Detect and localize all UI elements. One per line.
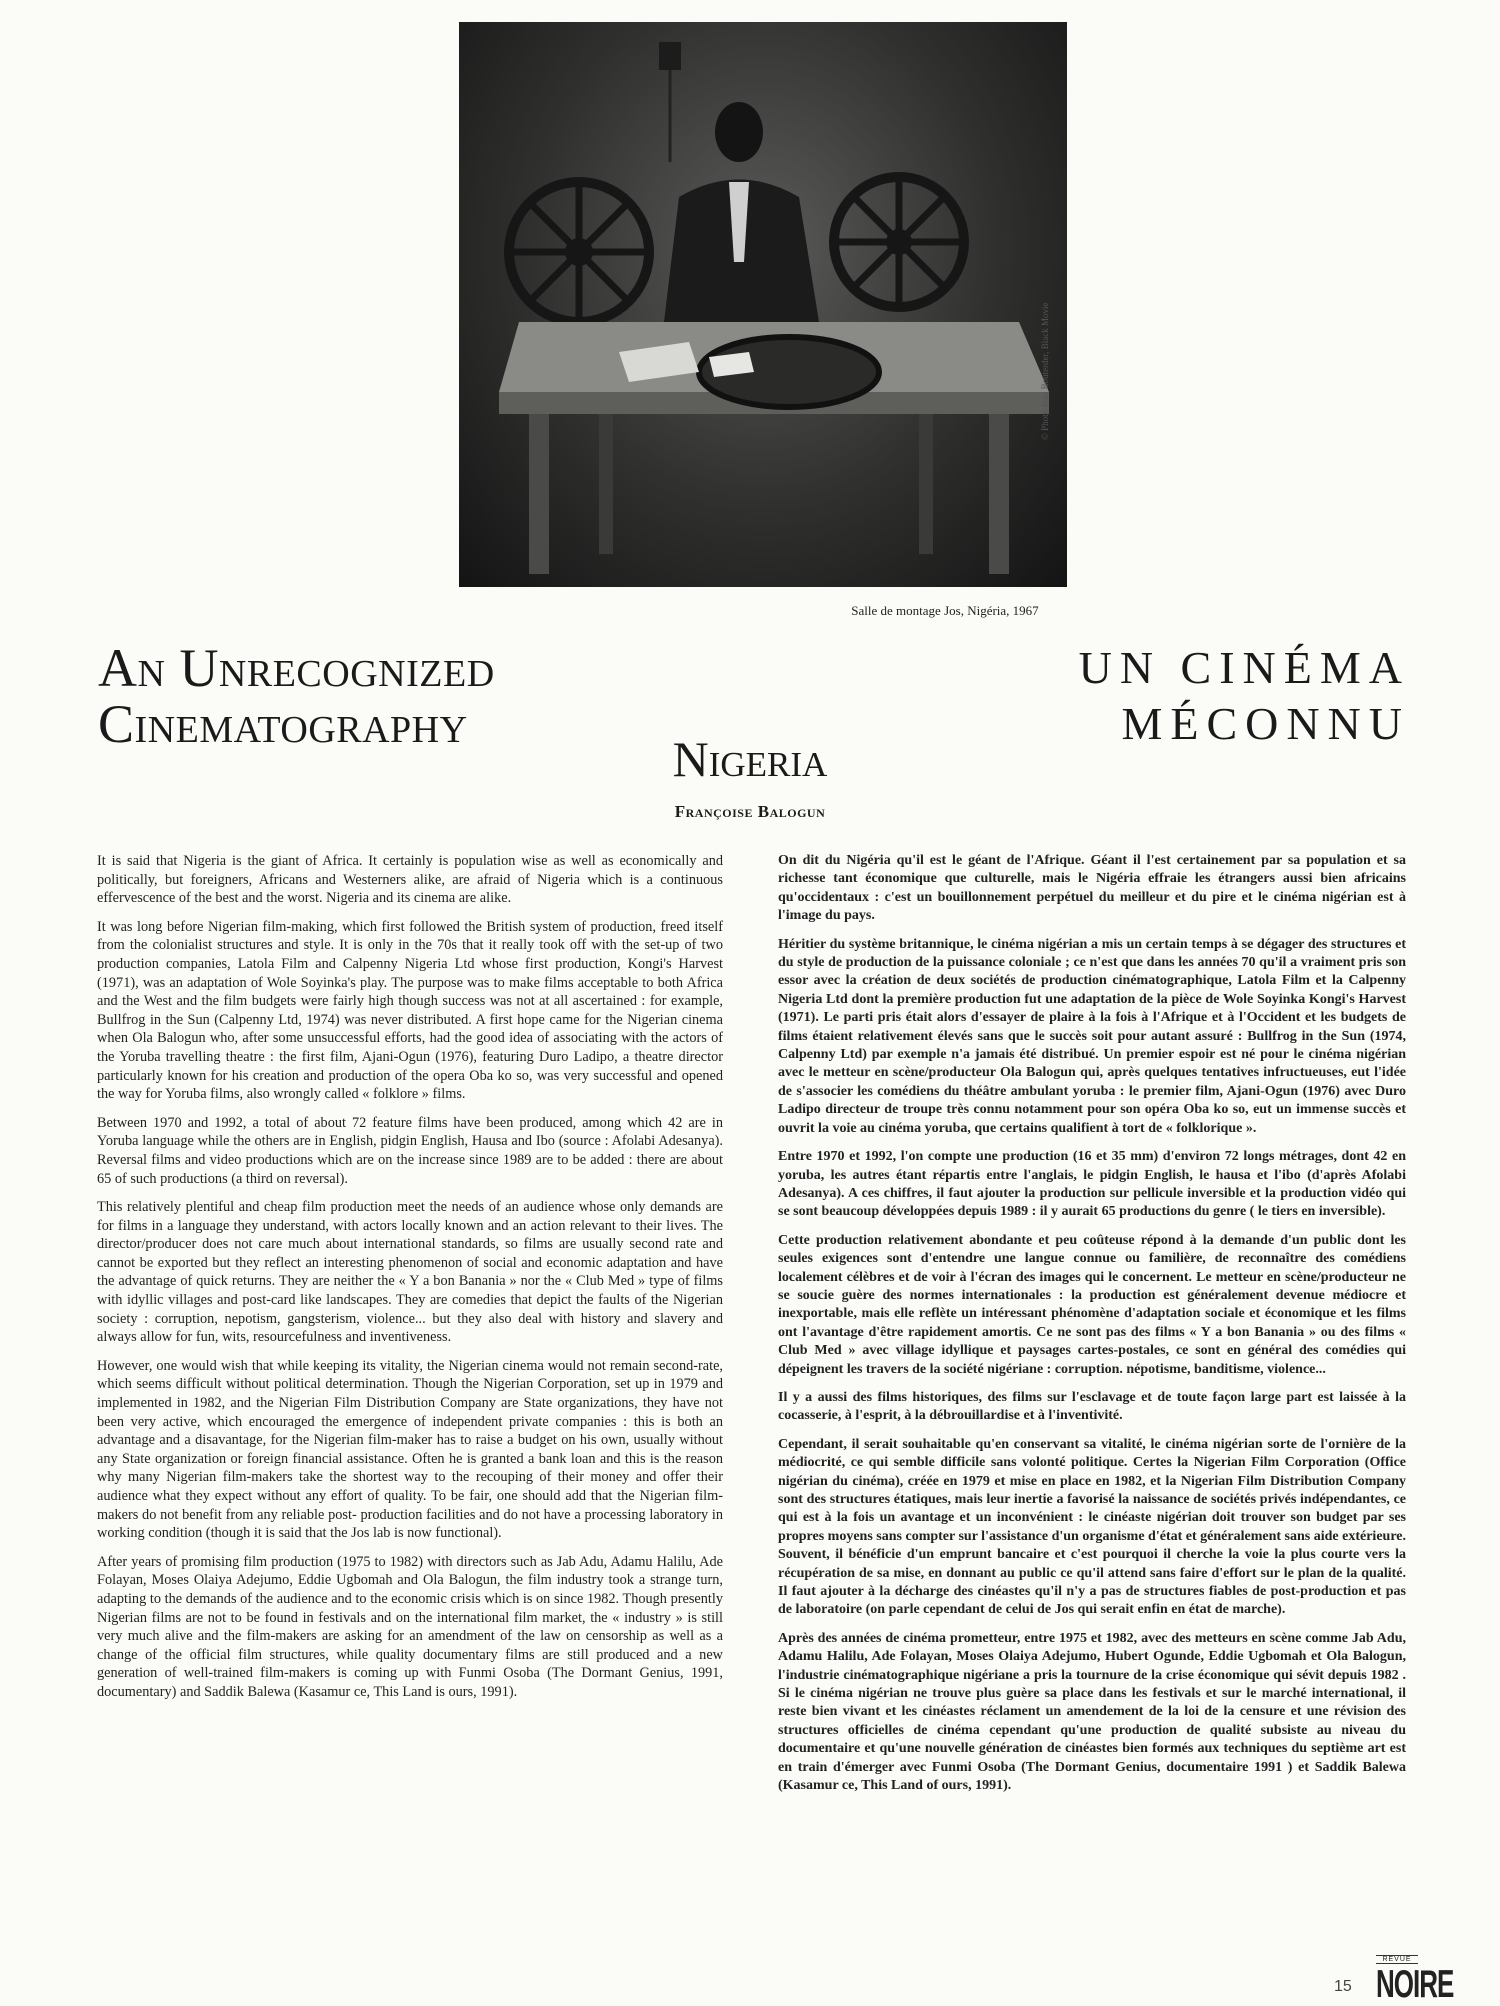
logo-small-text: REVUE (1376, 1955, 1418, 1964)
photo-caption: Salle de montage Jos, Nigéria, 1967 (851, 603, 1039, 618)
english-title-line: Cinematography (98, 694, 468, 754)
paragraph: On dit du Nigéria qu'il est le géant de l'Afrique. Géant il l'est certainement par sa population et sa richesse tant économique que culturelle, mais le Nigéria effraie les étrangers aussi bien africains qu'occidentaux : c'est un bouillonnement perpétuel du meilleur et du pire et le cinéma nigérian est à l'image du pays. (778, 853, 1406, 924)
paragraph: This relatively plentiful and cheap film production meet the needs of an audience whose only demands are for films in a language they understand, with actors locally known and an action relevant to their lives. The director/producer does not care much about international standards, so films are usually second rate and cannot be exported but they reflect an interesting phenomenon of social and economic adaptation and have the advantage of quick returns. They are neither the « Y a bon Banania » nor the « Club Med » type of films with idyllic villages and post-card like landscapes. They are comedies that depict the faults of the Nigerian society : corruption, nepotism, gangsterism, violence... but they also deal with history and slavery and always allow for fun, wits, resourcefulness and inventiveness. (97, 1199, 723, 1346)
english-title-line: An Unrecognized (98, 638, 495, 698)
paragraph: Héritier du système britannique, le cinéma nigérian a mis un certain temps à se dégager des structures et du style de production de la puissance coloniale ; ce n'est que dans les années 70 qu'il a vraiment pris son essor avec la création de deux sociétés de production cinématographique, Latola Film et la Calpenny Nigeria Ltd dont la première production fut une adaptation de la pièce de Wole Soyinka Kongi's Harvest (1971). Le parti pris était alors d'essayer de plaire à la fois à l'Afrique et à l'Occident et les budgets de films étaient relativement élevés sans que le succès soit pour autant assuré : Bullfrog in the Sun (1974, Calpenny Ltd) par exemple n'a jamais été distribué. Un premier espoir est né pour le cinéma nigérian avec le metteur en scène/producteur Ola Balogun qui, après quelques tentatives infructueuses, eut l'idée de s'associer les comédiens du théâtre ambulant yoruba : le premier film, Ajani-Ogun (1976) avec Duro Ladipo directeur de troupe très connu notamment pour son opéra Oba ko so, eut un immense succès et ouvrit la voie au cinéma yoruba, que certains qualifient à tort de « folklorique ». (778, 936, 1406, 1136)
paragraph: It was long before Nigerian film-making, which first followed the British system of production, freed itself from the colonialist structures and style. It is only in the 70s that it really took off with the set-up of two production companies, Latola Film and Calpenny Nigeria Ltd whose first production, Kongi's Harvest (1971), was an adaptation of Wole Soyinka's play. The purpose was to make films acceptable to both Africa and the West and the film budgets were fairly high though success was not at all ascertained : for example, Bullfrog in the Sun (Calpenny Ltd, 1974) was never distributed. A first hope came for the Nigerian cinema when Ola Balogun who, after some unsuccessful efforts, had the good idea of associating with the actors of the Yoruba travelling theatre : the first film, Ajani-Ogun (1976), featuring Duro Ladipo, a theatre director particularly known for his creation and production of the opera Oba ko so, was very successful and opened the way for Yoruba films, also wrongly called « folklore » films. (97, 918, 723, 1103)
paragraph: After years of promising film production (1975 to 1982) with directors such as Jab Adu, Adamu Halilu, Ade Folayan, Moses Olaiya Adejumo, Eddie Ugbomah and Ola Balogun, the film industry took a strange turn, adapting to the demands of the audience and to the economic crisis which is on since 1982. Though presently Nigerian films are not to be found in festivals and on the international film market, the « industry » is still very much alive and the film-makers are asking for an amendment of the law on censorship as well as a change of the official film structures, while quality documentary films are still produced and a new generation of well-trained film-makers is coming up with Funmi Osoba (The Dormant Genius, 1991, documentary) and Saddik Balewa (Kasamur ce, This Land is ours, 1991). (97, 1553, 723, 1700)
french-title-line: MÉCONNU (1121, 698, 1410, 749)
logo-big-text: NOIRE (1376, 1961, 1454, 2006)
paragraph: Entre 1970 et 1992, l'on compte une production (16 et 35 mm) d'environ 72 longs métrages, dont 42 en yoruba, les autres étant répartis entre l'anglais, le pidgin English, le hausa et l'ibo (d'après Afolabi Adesanya). A ces chiffres, il faut ajouter la production sur pellicule inversible et la production vidéo qui se sont beaucoup développées depuis 1989 : il y aurait 65 productions du genre ( le tiers en inversible). (778, 1149, 1406, 1220)
french-title-line: UN CINÉMA (1078, 642, 1410, 693)
french-title (1040, 640, 1410, 752)
author-name: Françoise Balogun (674, 802, 826, 821)
revue-noire-logo (1376, 1955, 1454, 2006)
paragraph: Between 1970 and 1992, a total of about 72 feature films have been produced, among which 42 are in Yoruba language while the others are in English, pidgin English, Hausa and Ibo (source : Afolabi Adesanya). Reversal films and video productions which are on the increase since 1989 are to be added : there are about 65 of such productions (a third on reversal). (97, 1114, 723, 1187)
country-title: Nigeria (672, 731, 828, 787)
english-column (97, 852, 723, 1712)
english-title (98, 640, 495, 752)
page-number: 15 (1334, 1978, 1352, 1995)
paragraph: Après des années de cinéma prometteur, entre 1975 et 1982, avec des metteurs en scène comme Jab Adu, Adamu Halilu, Ade Folayan, Moses Olaiya Adejumo, Hubert Ogunde, Eddie Ugbomah et Ola Balogun, l'industrie cinématographique nigériane a pris la tournure de la crise économique qui sévit depuis 1982 . Si le cinéma nigérian ne trouve plus guère sa place dans les festivals et sur le marché international, il reste bien vivant et les cinéastes réclament un amendement de la loi de la censure et une révision des structures officielles de cinéma cependant qu'une production de qualité subsiste au niveau du documentaire et qu'une nouvelle génération de cinéastes bien formés aux techniques du septième art est en train d'émerger avec Funmi Osoba (The Dormant Genius, documentaire 1991 ) et Saddik Balewa (Kasamur ce, This Land of ours, 1991). (778, 1630, 1406, 1794)
photo-credit: © Photo Jean Bouterder, Black Movie (1040, 302, 1050, 440)
paragraph: Cependant, il serait souhaitable qu'en conservant sa vitalité, le cinéma nigérian sorte de l'ornière de la médiocrité, ce qui semble difficile sans volonté politique. Certes la Nigerian Film Corporation (Office nigérian du cinéma), créée en 1979 et mise en place en 1982, et la Nigerian Film Distribution Company sont des structures étatiques, mais leur inertie a favorisé la naissance de sociétés privés indépendantes, ce qui est à la fois un avantage et un inconvénient : le cinéaste nigérian doit trouver son budget par ses propres moyens sans compter sur l'assistance d'un organisme d'état et généralement sans aide extérieure. Souvent, il bénéficie d'un emprunt bancaire et c'est pourquoi il cherche la voie la plus courte vers la récupération de sa mise, en donnant au public ce qu'il attend sans faire d'effort sur le plan de la qualité. Il faut ajouter à la décharge des cinéastes qu'il n'y a pas de structures fiables de post-production et pas de laboratoire (on parle cependant de celui de Jos qui serait enfin en état de marche). (778, 1436, 1406, 1618)
french-column (778, 852, 1406, 1806)
paragraph: Cette production relativement abondante et peu coûteuse répond à la demande d'un public dont les seules exigences sont d'entendre une langue connue ou familière, de reconnaître des comédiens localement célèbres et de voir à l'écran des images qui le concernent. Le metteur en scène/producteur ne se soucie guère des normes internationales : la production est généralement devenue médiocre et inexportable, mais elle reflète un intéressant phénomène d'adaptation sociale et économique et les films ont l'avantage d'être rapidement amortis. Ce ne sont pas des films « Y a bon Banania » ou des films « Club Med » avec village idyllique et paysages cartes-postales, ce sont en général des comédies qui dépeignent les travers de la société nigériane : corruption. népotisme, banditisme, violence... (778, 1232, 1406, 1377)
paragraph: Il y a aussi des films historiques, des films sur l'esclavage et de toute façon large part est laissée à la cocasserie, à l'esprit, à la débrouillardise et à l'inventivité. (778, 1389, 1406, 1424)
paragraph: However, one would wish that while keeping its vitality, the Nigerian cinema would not remain second-rate, which seems difficult without political determination. Though the Nigerian Corporation, set up in 1979 and implemented in 1982, and the Nigerian Film Distribution Company are State organizations, they have not been very active, which encouraged the emergence of independent private companies : this is both an advantage and a disavantage, for the Nigerian film-maker has to raise a budget on his own, usually without any State organization or foreign financial assistance. Often he is granted a bank loan and this is the reason why many Nigerian film-makers take the shortest way to the recouping of their money and offer their audience what they expect without any effort of quality. To be fair, one should add that the Nigerian film-makers do not benefit from any reliable post- production facilities and do not have a processing laboratory in working condition (though it is said that the Jos lab is now functional). (97, 1357, 723, 1542)
editing-room-photo (459, 22, 1067, 587)
paragraph: It is said that Nigeria is the giant of Africa. It certainly is population wise as well as economically and politically, but foreigners, Africans and Westerners alike, are afraid of Nigeria which is a continuous effervescence of the best and the worst. Nigeria and its cinema are alike. (97, 853, 723, 907)
